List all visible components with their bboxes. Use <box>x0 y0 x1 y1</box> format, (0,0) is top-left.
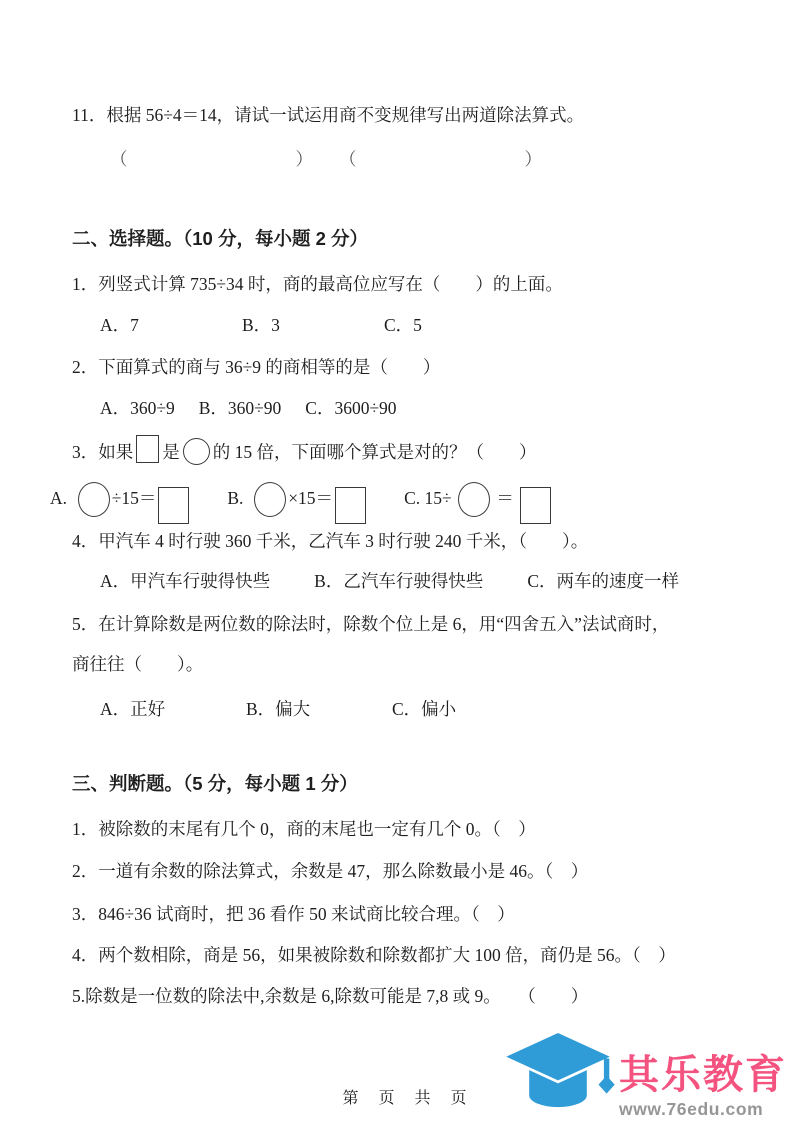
judge-item-1: 1．被除数的末尾有几个 0，商的末尾也一定有几个 0。（ ） <box>72 819 536 839</box>
judge-item-4: 4．两个数相除，商是 56，如果被除数和除数都扩大 100 倍，商仍是 56。（ ） <box>72 945 676 965</box>
choice-q3-text: 3．如果 是 的 15 倍，下面哪个算式是对的？（ ） <box>72 436 763 468</box>
brand-text-block <box>619 1054 791 1120</box>
option-c: C．偏小 <box>392 699 457 719</box>
circle-shape-icon <box>254 482 286 517</box>
graduation-cap-icon <box>499 1027 617 1117</box>
choice-q5-options <box>72 696 763 722</box>
option-b: B．乙汽车行驶得快些 <box>314 571 484 591</box>
choice-q4-options <box>72 568 763 594</box>
blank-close-2: ） <box>524 149 542 169</box>
square-shape-icon <box>335 487 366 524</box>
circle-shape-icon <box>458 482 490 517</box>
option-a: A．360÷9 <box>100 398 175 418</box>
blank-close-1: ） <box>295 149 313 169</box>
worksheet-content <box>50 102 763 1009</box>
brand-url: www.76edu.com <box>619 1099 764 1119</box>
option-b: B．偏大 <box>246 699 311 719</box>
choice-q2-text: 2．下面算式的商与 36÷9 的商相等的是（ ） <box>72 357 441 377</box>
brand-logo <box>499 1027 791 1120</box>
question-11-blanks <box>72 146 763 172</box>
option-c: C．3600÷90 <box>305 398 397 418</box>
square-shape-icon <box>136 435 159 463</box>
option-c: C．两车的速度一样 <box>527 571 679 591</box>
choice-q5-text-line1: 5．在计算除数是两位数的除法时，除数个位上是 6，用“四舍五入”法试商时， <box>72 614 670 634</box>
blank-open-2: （ <box>339 149 357 169</box>
square-shape-icon <box>520 487 551 524</box>
square-shape-icon <box>158 487 189 524</box>
blank-open-1: （ <box>110 149 128 169</box>
judge-item-3: 3．846÷36 试商时，把 36 看作 50 来试商比较合理。（ ） <box>72 904 515 924</box>
question-11-text: 11．根据 56÷4＝14，请试一试运用商不变规律写出两道除法算式。 <box>72 105 585 125</box>
circle-shape-icon <box>78 482 110 517</box>
option-b: B．360÷90 <box>198 398 282 418</box>
section-choice-heading: 二、选择题。（10 分，每小题 2 分） <box>72 228 369 249</box>
option-a: A．正好 <box>100 699 166 719</box>
option-a: A．甲汽车行驶得快些 <box>100 571 271 591</box>
option-a: A. ÷15＝ <box>50 488 191 508</box>
section-judge-heading: 三、判断题。（5 分，每小题 1 分） <box>72 773 358 794</box>
option-b: B. ×15＝ <box>227 488 368 508</box>
choice-q1-text: 1．列竖式计算 735÷34 时，商的最高位应写在（ ）的上面。 <box>72 274 563 294</box>
option-c: C. 15÷ ＝ <box>404 488 553 508</box>
page-number-footer: 第 页 共 页 <box>342 1090 469 1107</box>
choice-q1-options <box>72 312 763 338</box>
choice-q4-text: 4．甲汽车 4 时行驶 360 千米，乙汽车 3 时行驶 240 千米，（ ）。 <box>72 531 589 551</box>
choice-q2-options <box>72 395 763 421</box>
judge-item-2: 2．一道有余数的除法算式，余数是 47，那么除数最小是 46。（ ） <box>72 861 589 881</box>
choice-q5-text-line2: 商往往（ ）。 <box>72 654 204 674</box>
option-c: C．5 <box>384 315 422 335</box>
brand-name: 其乐教育 <box>619 1053 787 1097</box>
judge-item-5: 5.除数是一位数的除法中,余数是 6,除数可能是 7,8 或 9。 （ ） <box>72 986 589 1006</box>
circle-shape-icon <box>183 438 210 465</box>
option-a: A．7 <box>100 315 139 335</box>
choice-q3-options <box>50 476 763 520</box>
option-b: B．3 <box>242 315 280 335</box>
